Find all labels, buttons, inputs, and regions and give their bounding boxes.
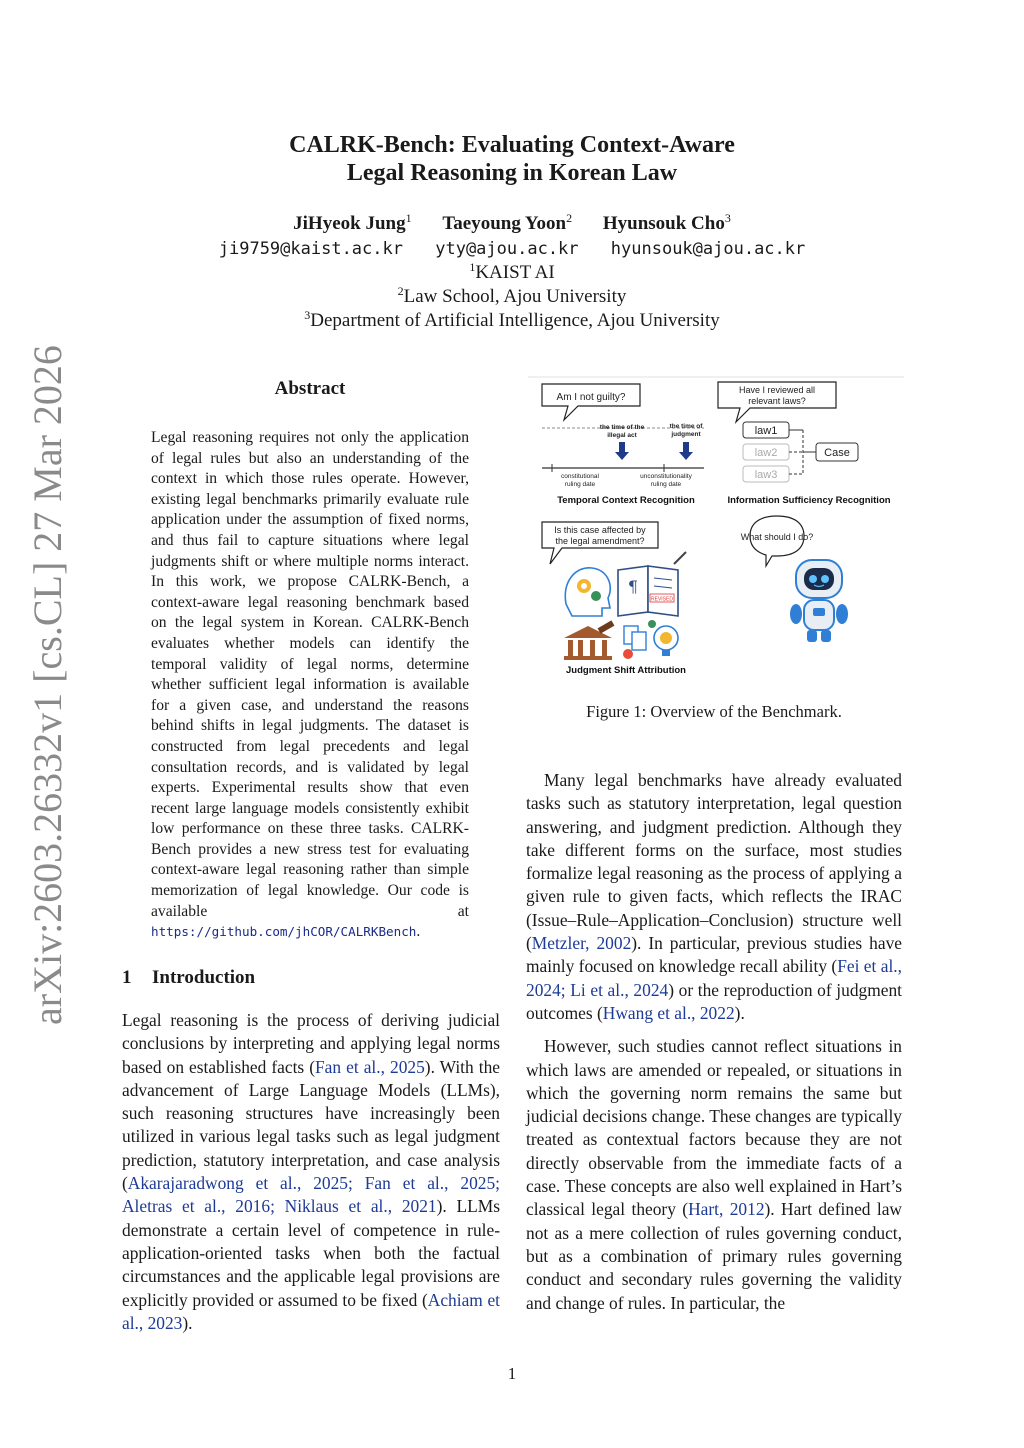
bubble-text: relevant laws? [748,396,806,406]
bubble-text: Am I not guilty? [556,392,626,403]
author: Hyunsouk Cho$^3$ [602,211,731,234]
paragraph: However, such studies cannot reflect situations in which laws are amended or repealed, or situations in which the governing norm remains the same but judicial decisions change. These changes are typically treated as contextual factors because they are not directly observable from the immediate facts of a case. These concepts are also well explained in Hart’s classical legal theory (Hart, 2012). Hart defined law not as a mere collection of rules governing conduct, but as a combination of primary rules governing conduct and secondary rules governing the validity and change of rules. In particular, the [526,1036,902,1313]
author: JiHyeok Jung$^1$ [293,211,412,234]
abstract-body: Legal reasoning requires not only the application of legal rules but also an understanding of the context in which those rules operate. However, existing legal benchmarks primarily evaluate rule application under the assumption of fixed norms, and thus fail to capture situations where legal judgments shift or where multiple norms interact. In this work, we propose CALRK-Bench, a context-aware legal reasoning benchmark based on the legal system in Korean. CALRK-Bench evaluates whether models can identify the temporal validity of legal norms, determine whether sufficient legal information is available for a given case, and understand the reasons behind shifts in legal judgments. The dataset is constructed from legal precedents and legal consultation records, and is validated by legal experts. Experimental results show that even recent large language models consistently exhibit low performance on these three tasks. CALRK-Bench provides a new stress test for evaluating context-aware legal reasoning rather than simple memorization of legal knowledge. Our code is available at https://github.com/jhCOR/CALRKBench. [151,429,469,941]
author-email: yty@ajou.ac.kr [435,239,579,259]
paper-title [0,131,1024,187]
bubble-text: What should I do? [740,532,814,542]
task-label: Judgment Shift Attribution [566,665,686,676]
affiliation: $^1$KAIST AI [469,260,555,283]
timeline-label: the time of the [599,424,645,431]
law-label: law2 [754,447,778,459]
figure-overview [528,376,904,681]
timeline-label: ruling date [564,481,596,488]
timeline-label: unconstitutionality [640,473,692,480]
right-column-text [526,769,902,1325]
case-label: Case [824,447,850,459]
svg-text:¶: ¶ [627,577,639,596]
timeline-label: ruling date [650,481,682,488]
law-label: law1 [754,425,778,437]
bubble-text: Have I reviewed all [738,385,816,395]
paragraph: Many legal benchmarks have already evaluated tasks such as statutory interpretation, legal question answering, and judgment prediction. Although they take different forms on the surface, most studies formalize legal reasoning as the process of applying a given rule to given facts, which reflects the IRAC (Issue–Rule–Application–Conclusion) structure well (Metzler, 2002). In particular, previous studies have mainly focused on knowledge recall ability (Fei et al., 2024; Li et al., 2024) or the reproduction of judgment outcomes (Hwang et al., 2022). [526,770,902,1023]
head-gears-icon [565,568,610,616]
affiliation: $^3$Department of Artificial Intelligence, Ajou University [304,308,720,331]
bubble-text: Is this case affected by [554,525,646,535]
citation-link[interactable]: Metzler, 2002 [531,933,632,954]
author-email: ji9759@kaist.ac.kr [218,239,403,259]
page-number: 1 [507,1364,517,1383]
title-line-1: CALRK-Bench: Evaluating Context-Aware [289,132,735,158]
timeline-label: the time of [669,423,703,430]
affiliation: $^2$Law School, Ajou University [397,284,627,307]
citation-link[interactable]: Fei et al., 2024; Li et al., 2024 [526,956,902,1000]
task-label: Temporal Context Recognition [557,495,695,506]
task-label: Information Sufficiency Recognition [727,495,891,506]
citation-link[interactable]: Hart, 2012 [688,1199,765,1220]
figure-caption: Figure 1: Overview of the Benchmark. [586,702,842,721]
author-email: hyunsouk@ajou.ac.kr [610,239,806,259]
citation-link[interactable]: Achiam et al., 2023 [122,1289,500,1333]
title-line-2: Legal Reasoning in Korean Law [346,160,678,186]
stamp-label: REVISED [651,596,673,603]
section-heading: 1 Introduction [122,967,256,988]
left-column-text [122,1009,500,1345]
timeline-label: illegal act [607,432,637,439]
author-list [0,213,1024,235]
paragraph: Legal reasoning is the process of deriving judicial conclusions by interpreting and applying legal norms based on established facts (Fan et al., 2025). With the advancement of Large Language Models (LLMs), such reasoning structures have increasingly been utilized in various legal tasks such as legal judgment prediction, statutory interpretation, and case analysis (Akarajaradwong et al., 2025; Fan et al., 2025; Aletras et al., 2016; Niklaus et al., 2021). LLMs demonstrate a certain level of competence in rule-application-oriented tasks when both the factual circumstances and the applicable legal provisions are explicitly provided or assumed to be fixed (Achiam et al., 2023). [122,1010,500,1333]
code-link[interactable]: https://github.com/jhCOR/CALRKBench [151,924,417,940]
timeline-label: judgment [671,431,701,438]
citation-link[interactable]: Fan et al., 2025 [315,1056,425,1077]
timeline-label: constitutional [561,473,599,480]
email-list [0,239,1024,259]
citation-link[interactable]: Akarajaradwong et al., 2025; Fan et al., 2025; Aletras et al., 2016; Niklaus et al., 2021 [122,1173,500,1217]
author: Taeyoung Yoon$^2$ [442,211,573,234]
arxiv-identifier: arXiv:2603.26332v1 [cs.CL] 27 Mar 2026 [25,345,70,1025]
law-label: law3 [754,469,778,481]
bubble-text: the legal amendment? [555,536,645,546]
abstract-heading: Abstract [274,378,346,399]
citation-link[interactable]: Hwang et al., 2022 [602,1002,735,1023]
